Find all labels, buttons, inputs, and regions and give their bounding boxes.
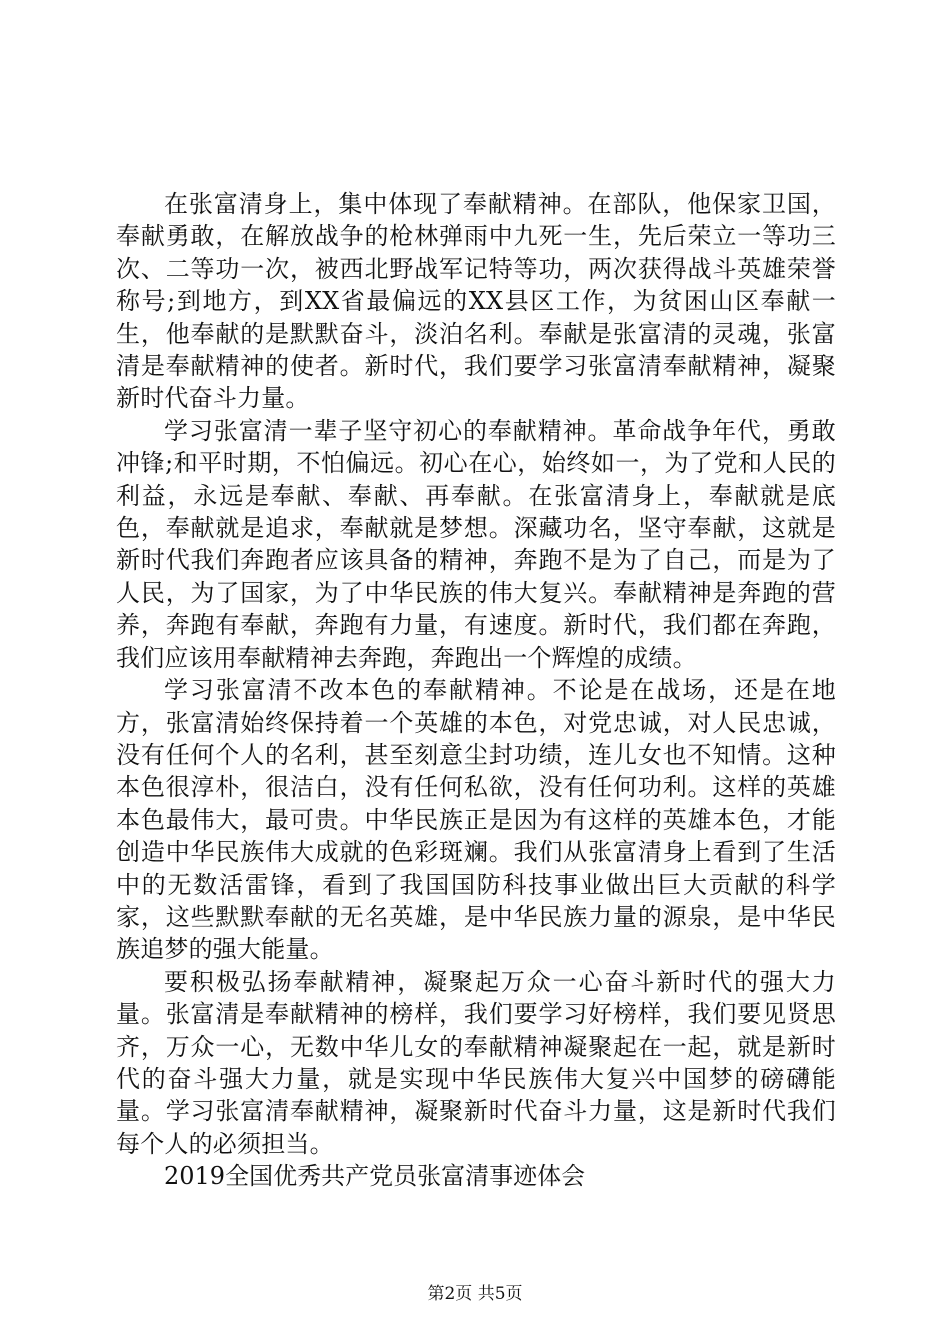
page-number-footer: 第2页 共5页 [427,1284,523,1304]
paragraph-4: 要积极弘扬奉献精神，凝聚起万众一心奋斗新时代的强大力量。张富清是奉献精神的榜样，我们要学习好榜样，我们要见贤思齐，万众一心，无数中华儿女的奉献精神凝聚起在一起，就是新时代的奋斗强大力量，就是实现中华民族伟大复兴中国梦的磅礴能量。学习张富清奉献精神，凝聚新时代奋斗力量，这是新时代我们每个人的必须担当。 [116,967,836,1158]
document-body [116,188,836,1193]
paragraph-2: 学习张富清一辈子坚守初心的奉献精神。革命战争年代，勇敢冲锋;和平时期，不怕偏远。初心在心，始终如一，为了党和人民的利益，永远是奉献、奉献、再奉献。在张富清身上，奉献就是底色，奉献就是追求，奉献就是梦想。深藏功名，坚守奉献，这就是新时代我们奔跑者应该具备的精神，奔跑不是为了自己，而是为了人民，为了国家，为了中华民族的伟大复兴。奉献精神是奔跑的营养，奔跑有奉献，奔跑有力量，有速度。新时代，我们都在奔跑，我们应该用奉献精神去奔跑，奔跑出一个辉煌的成绩。 [116,416,836,672]
next-section-title: 2019全国优秀共产党员张富清事迹体会 [164,1162,586,1191]
paragraph-1: 在张富清身上，集中体现了奉献精神。在部队，他保家卫国，奉献勇敢，在解放战争的枪林弹雨中九死一生，先后荣立一等功三次、二等功一次，被西北野战军记特等功，两次获得战斗英雄荣誉称号;到地方，到XX省最偏远的XX县区工作，为贫困山区奉献一生，他奉献的是默默奋斗，淡泊名利。奉献是张富清的灵魂，张富清是奉献精神的使者。新时代，我们要学习张富清奉献精神，凝聚新时代奋斗力量。 [116,190,836,413]
paragraph-3: 学习张富清不改本色的奉献精神。不论是在战场，还是在地方，张富清始终保持着一个英雄的本色，对党忠诚，对人民忠诚，没有任何个人的名利，甚至刻意尘封功绩，连儿女也不知情。这种本色很淳朴，很洁白，没有任何私欲，没有任何功利。这样的英雄本色最伟大，最可贵。中华民族正是因为有这样的英雄本色，才能创造中华民族伟大成就的色彩斑斓。我们从张富清身上看到了生活中的无数活雷锋，看到了我国国防科技事业做出巨大贡献的科学家，这些默默奉献的无名英雄，是中华民族力量的源泉，是中华民族追梦的强大能量。 [116,676,836,964]
